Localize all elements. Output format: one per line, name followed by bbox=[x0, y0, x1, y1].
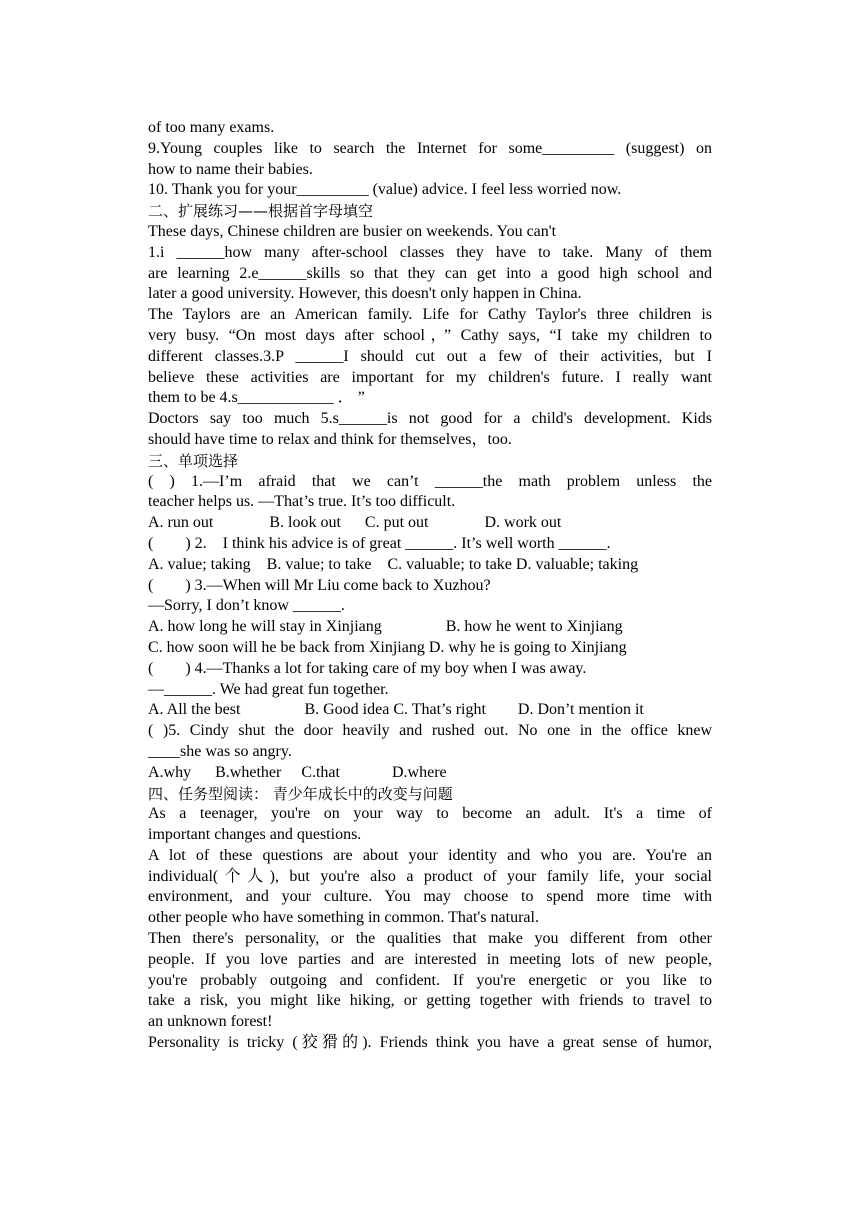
question-9-line-1: 9.Young couples like to search the Internet for some_________ (suggest) on bbox=[148, 139, 712, 157]
question-10: 10. Thank you for your_________ (value) advice. I feel less worried now. bbox=[148, 181, 622, 199]
mc-question-5-options: A.why B.whether C.that D.where bbox=[148, 763, 447, 781]
mc-question-2-options: A. value; taking B. value; to take C. valuable; to take D. valuable; taking bbox=[148, 555, 639, 573]
reading-para-2-line-2: individual(个人), but you're also a product of your family life, your social bbox=[148, 867, 712, 885]
mc-question-1-line-2: teacher helps us. —That’s true. It’s too difficult. bbox=[148, 493, 456, 511]
mc-question-2: ( ) 2. I think his advice is of great ______. It’s well worth ______. bbox=[148, 534, 611, 552]
reading-para-3-line-4: take a risk, you might like hiking, or getting together with friends to travel to bbox=[148, 992, 712, 1010]
section-2-heading: 二、扩展练习——根据首字母填空 bbox=[148, 202, 374, 221]
extension-section bbox=[148, 201, 712, 451]
mc-question-4-options: A. All the best B. Good idea C. That’s right D. Don’t mention it bbox=[148, 701, 644, 719]
mc-question-1-line-1: ( ) 1.—I’m afraid that we can’t ______the math problem unless the bbox=[148, 472, 712, 490]
passage-2-line-1: The Taylors are an American family. Life for Cathy Taylor's three children is bbox=[148, 306, 712, 324]
passage-1-line-4: later a good university. However, this doesn't only happen in China. bbox=[148, 285, 582, 303]
section-3-heading: 三、单项选择 bbox=[148, 451, 239, 470]
worksheet-page bbox=[148, 118, 712, 1054]
mc-question-5-line-2: ____she was so angry. bbox=[148, 742, 292, 760]
mc-question-3-line-1: ( ) 3.—When will Mr Liu come back to Xuzhou? bbox=[148, 576, 491, 594]
mc-question-3-line-2: —Sorry, I don’t know ______. bbox=[148, 597, 345, 615]
multiple-choice-section bbox=[148, 451, 712, 784]
reading-para-1-line-2: important changes and questions. bbox=[148, 826, 362, 844]
task-reading-section bbox=[148, 784, 712, 1054]
passage-2-line-2: very busy. “On most days after school，” Cathy says, “I take my children to bbox=[148, 326, 712, 344]
passage-1-line-1: These days, Chinese children are busier on weekends. You can't bbox=[148, 222, 557, 240]
question-8-continuation: of too many exams. bbox=[148, 119, 275, 136]
passage-1-line-3: are learning 2.e______skills so that they can get into a good high school and bbox=[148, 264, 712, 282]
passage-2-line-5: them to be 4.s____________ ． ” bbox=[148, 389, 365, 407]
mc-question-3-options-2: C. how soon will he be back from Xinjiang D. why he is going to Xinjiang bbox=[148, 638, 627, 656]
mc-question-5-line-1: ( )5. Cindy shut the door heavily and rushed out. No one in the office knew bbox=[148, 722, 712, 740]
mc-question-3-options-1: A. how long he will stay in Xinjiang B. how he went to Xinjiang bbox=[148, 618, 623, 636]
mc-question-4-line-1: ( ) 4.—Thanks a lot for taking care of my boy when I was away. bbox=[148, 659, 587, 677]
reading-para-3-line-1: Then there's personality, or the qualities that make you different from other bbox=[148, 930, 712, 948]
reading-para-3-line-2: people. If you love parties and are interested in meeting lots of new people, bbox=[148, 950, 712, 968]
fill-in-section-continued bbox=[148, 118, 712, 201]
passage-2-line-3: different classes.3.P ______I should cut out a few of their activities, but I bbox=[148, 347, 712, 365]
passage-3-line-1: Doctors say too much 5.s______is not good for a child's development. Kids bbox=[148, 410, 712, 428]
reading-para-1-line-1: As a teenager, you're on your way to become an adult. It's a time of bbox=[148, 805, 712, 823]
passage-2-line-4: believe these activities are important for my children's future. I really want bbox=[148, 368, 712, 386]
reading-para-2-line-3: environment, and your culture. You may choose to spend more time with bbox=[148, 888, 712, 906]
reading-para-4-line-1: Personality is tricky (狡猾的). Friends think you have a great sense of humor, bbox=[148, 1034, 712, 1052]
reading-para-3-line-5: an unknown forest! bbox=[148, 1013, 273, 1031]
question-9-line-2: how to name their babies. bbox=[148, 160, 313, 178]
mc-question-1-options: A. run out B. look out C. put out D. work out bbox=[148, 514, 562, 532]
passage-1-line-2: 1.i ______how many after-school classes they have to take. Many of them bbox=[148, 243, 712, 261]
reading-para-2-line-1: A lot of these questions are about your identity and who you are. You're an bbox=[148, 846, 712, 864]
reading-para-2-line-4: other people who have something in common. That's natural. bbox=[148, 909, 539, 927]
passage-3-line-2: should have time to relax and think for themselves，too. bbox=[148, 430, 512, 448]
reading-para-3-line-3: you're probably outgoing and confident. If you're energetic or you like to bbox=[148, 971, 712, 989]
mc-question-4-line-2: —______. We had great fun together. bbox=[148, 680, 389, 698]
section-4-heading: 四、任务型阅读： 青少年成长中的改变与问题 bbox=[148, 784, 453, 803]
